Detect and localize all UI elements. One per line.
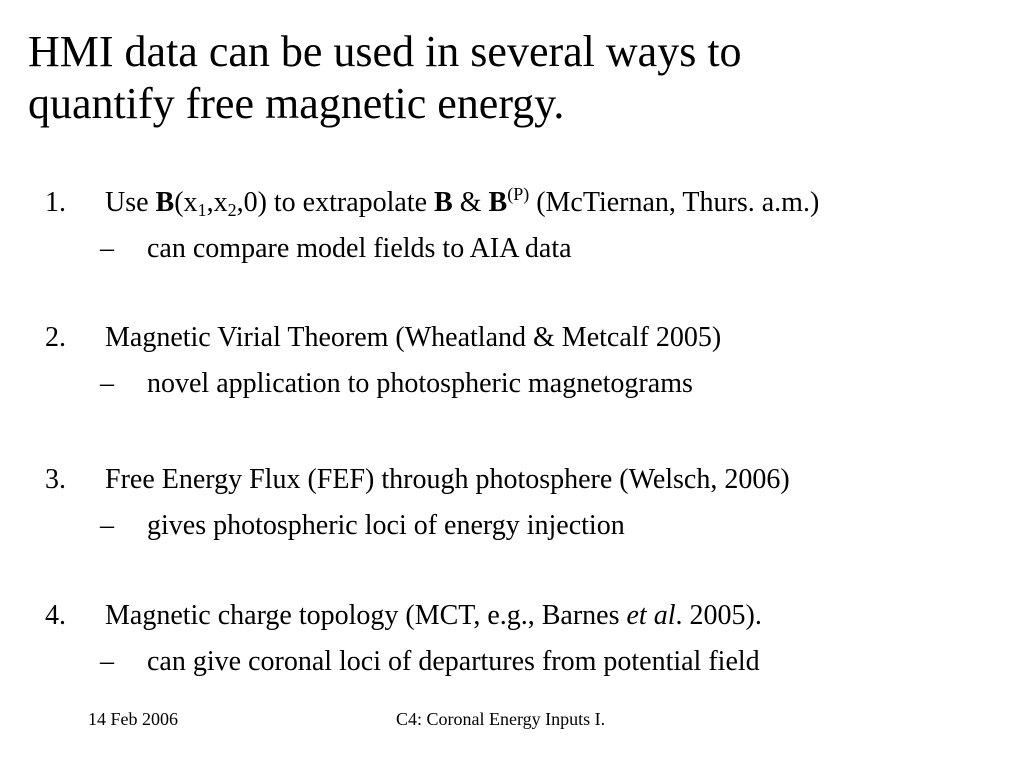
dash-bullet: – (100, 233, 114, 264)
superscript: (P) (507, 184, 530, 204)
dash-bullet: – (100, 510, 114, 541)
text-run: . 2005). (675, 600, 762, 631)
list-subitem-text: novel application to photospheric magnetograms (147, 368, 693, 399)
list-subitem-text: can compare model fields to AIA data (147, 233, 572, 264)
text-run: (McTiernan, Thurs. a.m.) (529, 187, 820, 218)
list-item-number: 2. (45, 322, 66, 353)
text-run: Use (105, 187, 156, 218)
list-item-number: 1. (45, 187, 66, 218)
text-run: & (452, 187, 489, 218)
bold-field-symbol: B (434, 187, 453, 218)
list-item-number: 4. (45, 600, 66, 631)
dash-bullet: – (100, 646, 114, 677)
text-run: (x (174, 187, 198, 218)
italic-text: et al (626, 600, 676, 631)
list-subitem-text: can give coronal loci of departures from potential field (147, 646, 760, 677)
list-item-text: Magnetic Virial Theorem (Wheatland & Metcalf 2005) (105, 322, 722, 353)
slide-title (28, 26, 988, 130)
bold-field-symbol: B (488, 187, 508, 218)
footer-date: 14 Feb 2006 (88, 709, 178, 729)
list-item-text (105, 186, 819, 220)
bold-field-symbol: B (155, 187, 175, 218)
text-run: ,0) to extrapolate (236, 187, 435, 218)
subscript: 1 (197, 200, 207, 220)
list-subitem-text: gives photospheric loci of energy injection (147, 510, 625, 541)
text-run: Magnetic charge topology (MCT, e.g., Barnes (105, 600, 627, 631)
list-item-number: 3. (45, 464, 66, 495)
slide-title-line-2: quantify free magnetic energy. (28, 79, 565, 128)
list-item-text (105, 599, 762, 633)
list-item-text: Free Energy Flux (FEF) through photosphere (Welsch, 2006) (105, 464, 790, 495)
subscript: 2 (227, 200, 237, 220)
slide-title-line-1: HMI data can be used in several ways to (28, 27, 742, 76)
footer-title: C4: Coronal Energy Inputs I. (396, 709, 606, 729)
text-run: ,x (206, 187, 228, 218)
dash-bullet: – (100, 368, 114, 399)
